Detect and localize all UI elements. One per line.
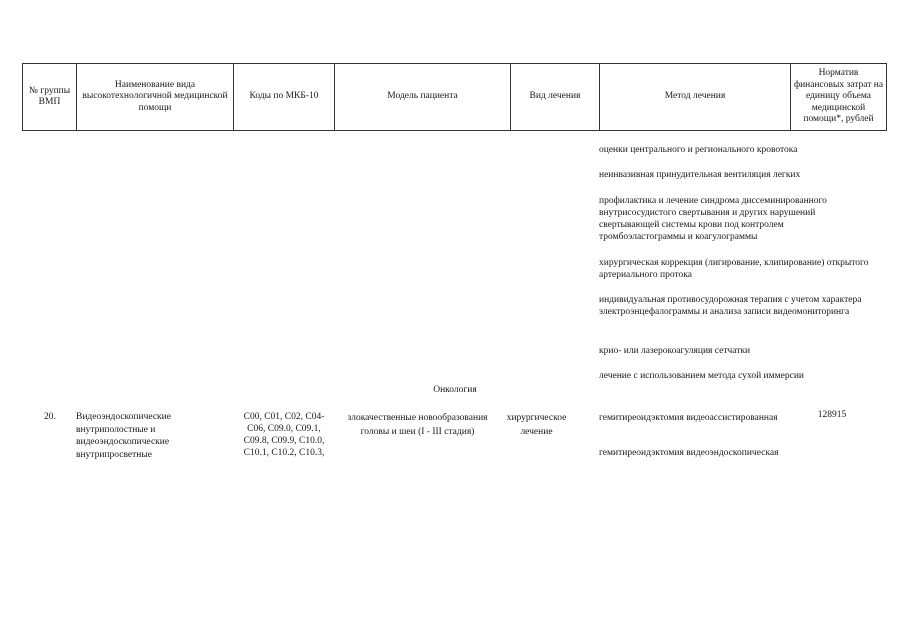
cost-norm: 128915: [817, 410, 847, 420]
header-cost-norm: Норматив финансовых затрат на единицу объема медицинской помощи*, рублей: [791, 64, 887, 131]
method-item: хирургическая коррекция (лигирование, клипирование) открытого артериального протока: [599, 258, 869, 280]
header-patient-model: Модель пациента: [335, 64, 511, 131]
group-number: 20.: [44, 412, 56, 422]
method-item: гемитиреоидэктомия видеоассистированная: [599, 413, 778, 423]
method-item: неинвазивная принудительная вентиляция легких: [599, 170, 801, 180]
care-type-name: Видеоэндоскопические внутриполостные и видеоэндоскопические внутрипросветные: [76, 412, 171, 459]
method-item: индивидуальная противосудорожная терапия с учетом характера электроэнцефалограммы и анализа записи видеомониторинга: [599, 295, 862, 317]
method-item: крио- или лазерокоагуляция сетчатки: [599, 346, 751, 356]
method-item: оценки центрального и регионального кровотока: [599, 145, 798, 155]
table-header: [22, 63, 887, 131]
treatment-type: хирургическое лечение: [506, 413, 567, 437]
header-icd-codes: Коды по МКБ-10: [234, 64, 335, 131]
method-item: профилактика и лечение синдрома диссеминированного внутрисосудистого свертывания и других нарушений свертывающей системы крови под контролем тромбоэластограммы и коагулограммы: [599, 196, 827, 242]
header-care-type: Наименование вида высокотехнологичной медицинской помощи: [77, 64, 234, 131]
patient-model: злокачественные новообразования головы и шеи (I - III стадия): [347, 413, 488, 437]
header-treatment-type: Вид лечения: [511, 64, 600, 131]
icd-codes: C00, C01, C02, C04- C06, C09.0, C09.1, C09.8, C09.9, C10.0, C10.1, C10.2, C10.3,: [243, 412, 325, 458]
section-title: Онкология: [433, 385, 477, 395]
header-treatment-method: Метод лечения: [600, 64, 791, 131]
method-item: лечение с использованием метода сухой иммерсии: [599, 371, 804, 381]
method-item: гемитиреоидэктомия видеоэндоскопическая: [599, 448, 779, 458]
header-group-number: № группы ВМП: [23, 64, 77, 131]
